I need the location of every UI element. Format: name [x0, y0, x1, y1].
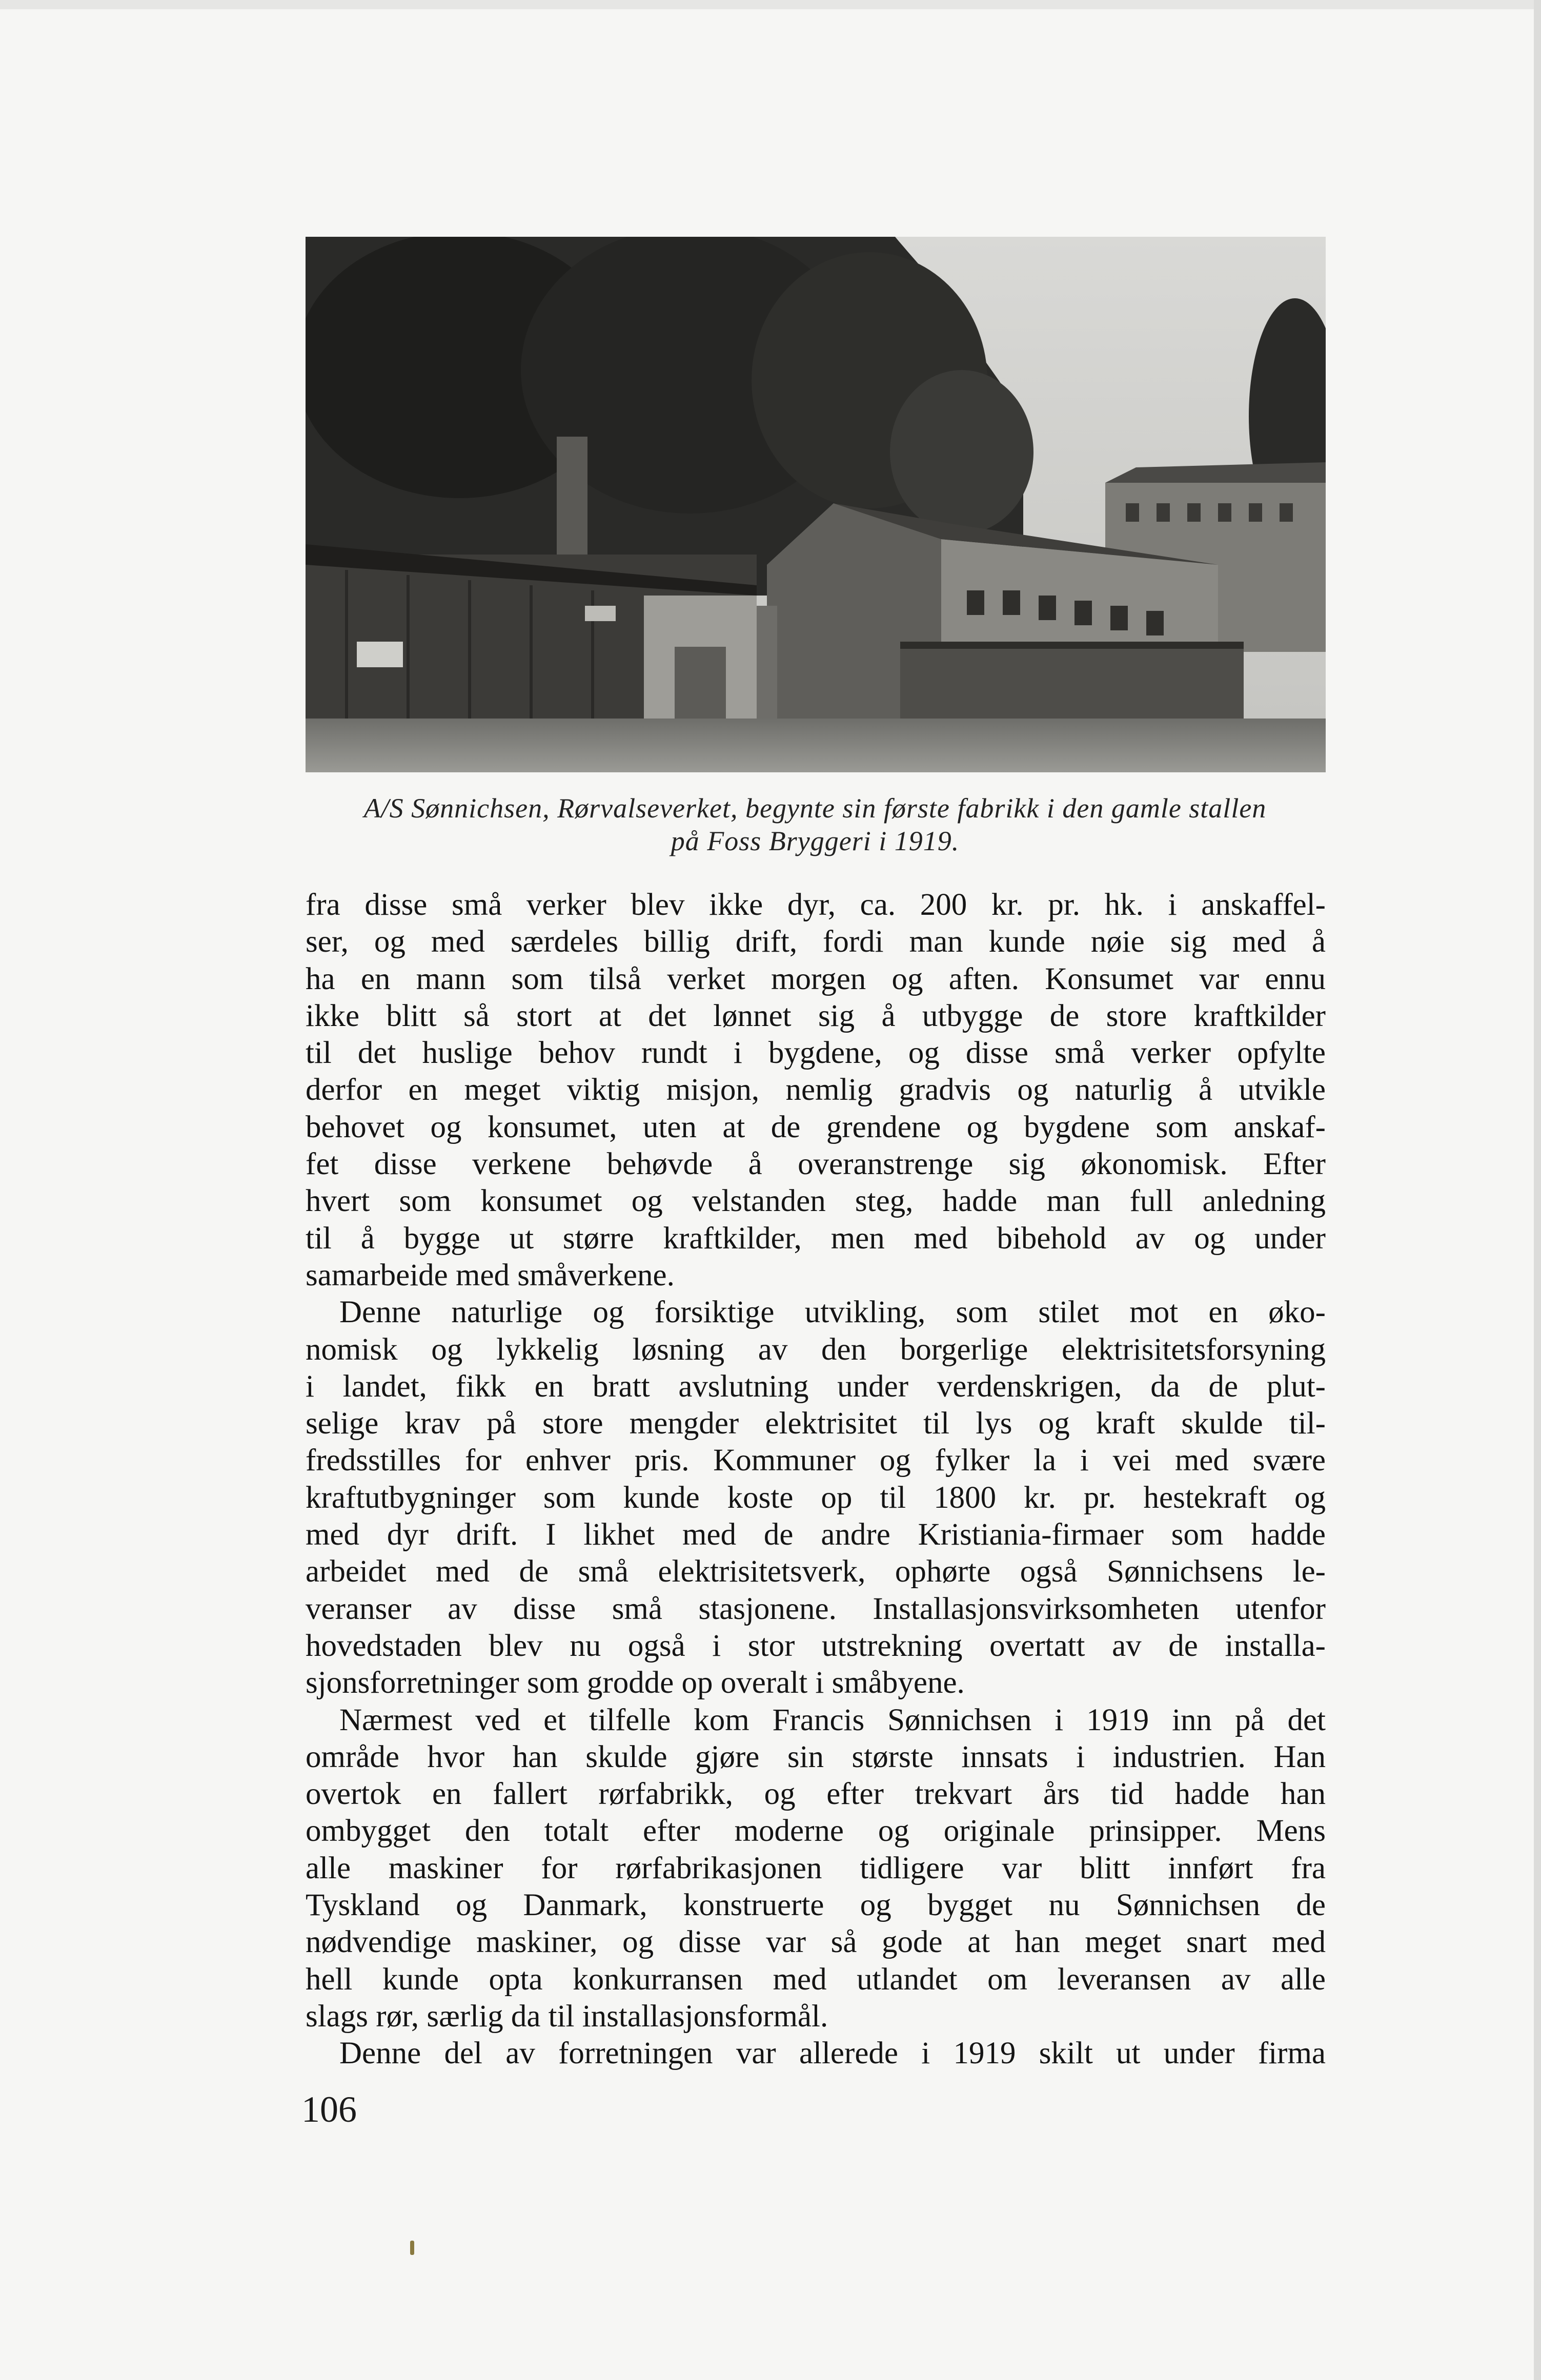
- text-line: sjonsforretninger som grodde op overalt i småbyene.: [306, 1666, 965, 1700]
- caption-line-2: på Foss Bryggeri i 1919.: [671, 826, 960, 856]
- text-line: ser, og med særdeles billig drift, fordi man kunde nøie sig med å: [306, 925, 1326, 959]
- text-line: overtok en fallert rørfabrikk, og efter trekvart års tid hadde han: [306, 1777, 1326, 1812]
- text-line: Nærmest ved et tilfelle kom Francis Sønnichsen i 1919 inn på det: [339, 1702, 1326, 1737]
- text-line: fra disse små verker blev ikke dyr, ca. 200 kr. pr. hk. i anskaffel-: [306, 888, 1326, 922]
- text-line: ikke blitt så stort at det lønnet sig å utbygge de store kraftkilder: [306, 998, 1326, 1033]
- text-line: Denne naturlige og forsiktige utvikling, som stilet mot en øko-: [339, 1295, 1326, 1330]
- text-line: nomisk og lykkelig løsning av den borgerlige elektrisitetsforsyning: [306, 1332, 1326, 1367]
- text-line: alle maskiner for rørfabrikasjonen tidligere var blitt innført fra: [306, 1851, 1326, 1885]
- text-line: i landet, fikk en bratt avslutning under verdenskrigen, da de plut-: [306, 1369, 1326, 1404]
- text-line: fet disse verkene behøvde å overanstrenge sig økonomisk. Efter: [306, 1147, 1326, 1182]
- photo-caption: [267, 792, 1364, 857]
- text-line: nødvendige maskiner, og disse var så gode at han meget snart med: [306, 1925, 1326, 1960]
- text-line: Tyskland og Danmark, konstruerte og bygget nu Sønnichsen de: [306, 1888, 1326, 1923]
- scan-edge-right: [1534, 0, 1541, 2380]
- text-line: samarbeide med småverkene.: [306, 1258, 675, 1292]
- text-line: kraftutbygninger som kunde koste op til 1800 kr. pr. hestekraft og: [306, 1480, 1326, 1515]
- caption-line-1: A/S Sønnichsen, Rørvalseverket, begynte sin første fabrikk i den gamle stallen: [363, 793, 1267, 824]
- scan-edge-top: [0, 0, 1541, 9]
- text-line: område hvor han skulde gjøre sin største innsats i industrien. Han: [306, 1739, 1326, 1774]
- factory-photograph: [306, 237, 1326, 772]
- factory-photo-illustration: [306, 237, 1326, 772]
- text-line: ombygget den totalt efter moderne og originale prinsipper. Mens: [306, 1814, 1326, 1849]
- text-line: hvert som konsumet og velstanden steg, hadde man full anledning: [306, 1184, 1326, 1219]
- text-line: slags rør, særlig da til installasjonsformål.: [306, 1999, 828, 2034]
- body-text: [306, 887, 1326, 2073]
- page-number: 106: [301, 2089, 357, 2130]
- text-line: hell kunde opta konkurransen med utlandet om leveransen av alle: [306, 1962, 1326, 1997]
- text-line: med dyr drift. I likhet med de andre Kristiania-firmaer som hadde: [306, 1517, 1326, 1552]
- text-line: veranser av disse små stasjonene. Installasjonsvirksomheten utenfor: [306, 1591, 1326, 1626]
- text-line: ha en mann som tilså verket morgen og aften. Konsumet var ennu: [306, 961, 1326, 996]
- scan-speck: [410, 2241, 414, 2255]
- text-line: hovedstaden blev nu også i stor utstrekning overtatt av de installa-: [306, 1628, 1326, 1663]
- text-line: til det huslige behov rundt i bygdene, og disse små verker opfylte: [306, 1036, 1326, 1071]
- text-line: Denne del av forretningen var allerede i 1919 skilt ut under firma: [339, 2036, 1326, 2071]
- text-line: behovet og konsumet, uten at de grendene og bygdene som anskaf-: [306, 1110, 1326, 1144]
- text-line: til å bygge ut større kraftkilder, men med bibehold av og under: [306, 1221, 1326, 1256]
- text-line: selige krav på store mengder elektrisitet til lys og kraft skulde til-: [306, 1406, 1326, 1441]
- text-line: fredsstilles for enhver pris. Kommuner og fylker la i vei med svære: [306, 1443, 1326, 1478]
- text-line: arbeidet med de små elektrisitetsverk, ophørte også Sønnichsens le-: [306, 1554, 1326, 1589]
- text-line: derfor en meget viktig misjon, nemlig gradvis og naturlig å utvikle: [306, 1073, 1326, 1107]
